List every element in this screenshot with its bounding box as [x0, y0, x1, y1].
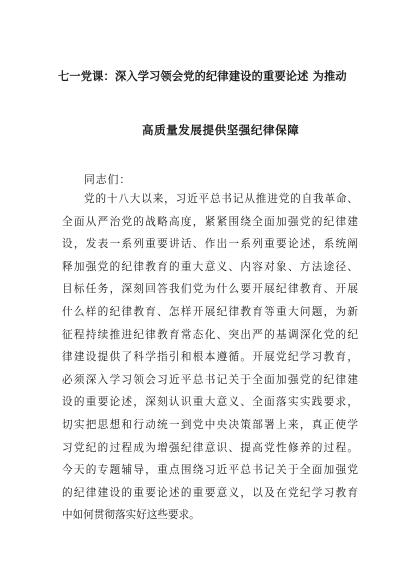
body-line: 必须深入学习领会习近平总书记关于全面加强党的纪律建 — [62, 373, 358, 386]
body-line: 党的十八大以来，习近平总书记从推进党的自我革命、 — [84, 193, 358, 205]
body-line: 切实把思想和行动统一到党中央决策部署上来，真正使学 — [62, 418, 358, 431]
document-title-line-2: 高质量发展提供坚强纪律保障 — [142, 123, 300, 137]
body-line: 律建设提供了科学指引和根本遵循。开展党纪学习教育， — [62, 351, 358, 364]
document-title-line-1: 七一党课：深入学习领会党的纪律建设的重要论述 为推动 — [58, 70, 347, 83]
body-line: 的纪律建设的重要论述的重要意义，以及在党纪学习教育 — [62, 486, 358, 499]
body-paragraph — [62, 188, 358, 527]
greeting: 同志们： — [84, 173, 132, 186]
body-line: 设的重要论述，深刻认识重大意义、全面落实实践要求， — [62, 396, 358, 409]
body-line: 征程持续推进纪律教育常态化、突出严的基调深化党的纪 — [62, 328, 358, 341]
body-line: 目标任务，深刻回答我们党为什么要开展纪律教育、开展 — [62, 283, 358, 296]
body-line: 中如何贯彻落实好这些要求。 — [62, 509, 200, 522]
body-line: 习党纪的过程成为增强纪律意识、提高党性修养的过程。 — [62, 441, 358, 454]
body-line: 设，发表一系列重要讲话、作出一系列重要论述，系统阐 — [62, 238, 358, 251]
body-line: 全面从严治党的战略高度，紧紧围绕全面加强党的纪律建 — [62, 215, 358, 228]
body-line: 今天的专题辅导，重点围绕习近平总书记关于全面加强党 — [62, 464, 358, 477]
body-line: 什么样的纪律教育、怎样开展纪律教育等重大问题，为新 — [62, 305, 358, 318]
body-line: 释加强党的纪律教育的重大意义、内容对象、方法途径、 — [62, 260, 358, 273]
